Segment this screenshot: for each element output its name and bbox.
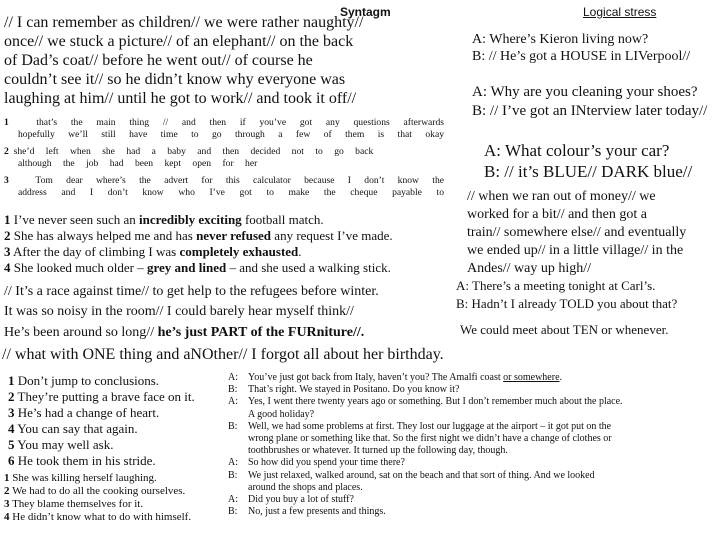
speaker: B: (228, 384, 238, 396)
idiom-item: 4 You can say that again. (8, 421, 138, 436)
stress-sentences (4, 212, 393, 276)
idioms-list-a (8, 373, 195, 469)
chunk-line: hopefully we’ll still have time to go through a few of them is that okay (18, 128, 444, 140)
dialogue-turn: A: So how did you spend your time there? (228, 457, 405, 469)
example-line: He’s been around so long// he’s just PART of the FURniture//. (4, 325, 365, 340)
passage-line: train// somewhere else// and eventually (467, 225, 687, 240)
dialogue-turn: A: Yes, I went there twenty years ago or something. But I don’t remember much about the place. A good holiday? (228, 396, 623, 420)
story-line: once// we stuck a picture// of an elephant// on the back (4, 33, 354, 50)
dialogue-turn: B: That’s right. We stayed in Positano. Do you know it? (228, 384, 460, 396)
example-line: It was so noisy in the room// I could barely hear myself think// (4, 304, 354, 319)
item-number: 3 (4, 175, 9, 187)
story-text (4, 13, 363, 108)
item-number: 2 (4, 146, 9, 158)
example-line: // It’s a race against time// to get help to the refugees before winter. (4, 284, 379, 299)
chunking-exercise (4, 117, 444, 199)
birthday-example: // what with ONE thing and aNOther// I forgot all about her birthday. (2, 346, 444, 363)
idiom-item: 1 She was killing herself laughing. (4, 472, 157, 484)
dialogue-turn: B: Well, we had some problems at first. They lost our luggage at the airport – it got put on the wrong plane or something like that. So the first night we didn’t have a change of clothes or toothbrushes or whatever. It turned up the following day, though. (228, 420, 612, 457)
idiom-item: 2 We had to do all the cooking ourselves. (4, 485, 186, 497)
logical-stress-heading: Logical stress (583, 5, 657, 19)
dialogue-turn: B: We just relaxed, walked around, sat on the beach and that sort of thing. And we looked around the shops and places. (228, 469, 595, 493)
item-number: 1 (4, 117, 9, 128)
meeting-exchange: A: There’s a meeting tonight at Carl’s. B: Hadn’t I already TOLD you about that? (456, 278, 678, 311)
idiom-item: 4 He didn’t know what to do with himself. (4, 511, 192, 523)
stress-qa-2: A: Why are you cleaning your shoes? B: // I’ve got an INterview later today// (472, 84, 708, 119)
dialogue-turn: B: No, just a few presents and things. (228, 506, 386, 518)
sentence: 1 I’ve never seen such an incredibly exciting football match. (4, 212, 324, 227)
idiom-item: 5 You may well ask. (8, 437, 114, 452)
chunk-item (4, 175, 444, 198)
dialogue-turn: A: You’ve just got back from Italy, haven’t you? The Amalfi coast or somewhere. (228, 372, 563, 383)
sentence: 2 She has always helped me and has never refused any request I’ve made. (4, 228, 393, 243)
dialogue-turn: A: Did you buy a lot of stuff? (228, 494, 354, 506)
chunk-line: she’d left when she had a baby and then decided not to go back (13, 146, 374, 158)
story-line: of Dad’s coat// before he went out// of course he (4, 52, 313, 69)
passage-line: worked for a bit// and then got a (467, 207, 648, 222)
chunk-item (4, 146, 444, 169)
idiom-item: 1 Don’t jump to conclusions. (8, 373, 160, 388)
idioms-list-b (4, 472, 191, 524)
stress-qa-3: A: What colour’s your car? B: // it’s BLUE// DARK blue// (484, 141, 693, 181)
idiom-item: 6 He took them in his stride. (8, 453, 156, 468)
speaker: B: (228, 420, 238, 432)
syntagm-heading: Syntagm (340, 5, 391, 19)
story-line: couldn’t see it// so he didn’t know why everyone was (4, 71, 346, 88)
holiday-dialogue (228, 372, 623, 518)
speaker: A: (228, 457, 238, 469)
idiom-item: 2 They’re putting a brave face on it. (8, 389, 195, 404)
passage-line: Andes// way up high// (467, 261, 592, 276)
chunk-item (4, 117, 444, 140)
idiom-item: 3 He’s had a change of heart. (8, 405, 160, 420)
speaker: A: (228, 372, 238, 383)
speaker: B: (228, 469, 238, 481)
chunk-examples (4, 282, 379, 343)
speaker: A: (228, 494, 238, 506)
passage-line: // when we ran out of money// we (467, 189, 656, 204)
sentence: 3 After the day of climbing I was completely exhausted. (4, 244, 302, 259)
chunk-line: that’s the main thing // and then if you’ve got any questions afterwards (36, 117, 445, 128)
story-line: laughing at him// until he got to work// and took it off// (4, 90, 357, 107)
chunk-line: although the job had been kept open for her (18, 157, 258, 169)
chunk-line: address and I don’t know who I’ve got to make the cheque payable to (18, 186, 444, 198)
idiom-item: 3 They blame themselves for it. (4, 498, 144, 510)
sentence: 4 She looked much older – grey and lined – and she used a walking stick. (4, 260, 391, 275)
passage-line: we ended up// in a little village// in the (467, 243, 684, 258)
stress-qa-1: A: Where’s Kieron living now? B: // He’s got a HOUSE in LIVerpool// (472, 32, 691, 64)
money-passage (467, 188, 686, 278)
meeting-suggestion: We could meet about TEN or whenever. (460, 322, 669, 337)
speaker: B: (228, 506, 238, 518)
story-line: // I can remember as children// we were rather naughty// (4, 14, 364, 31)
chunk-line: Tom dear where’s the advert for this calculator because I don’t know the (35, 175, 445, 187)
speaker: A: (228, 396, 238, 408)
